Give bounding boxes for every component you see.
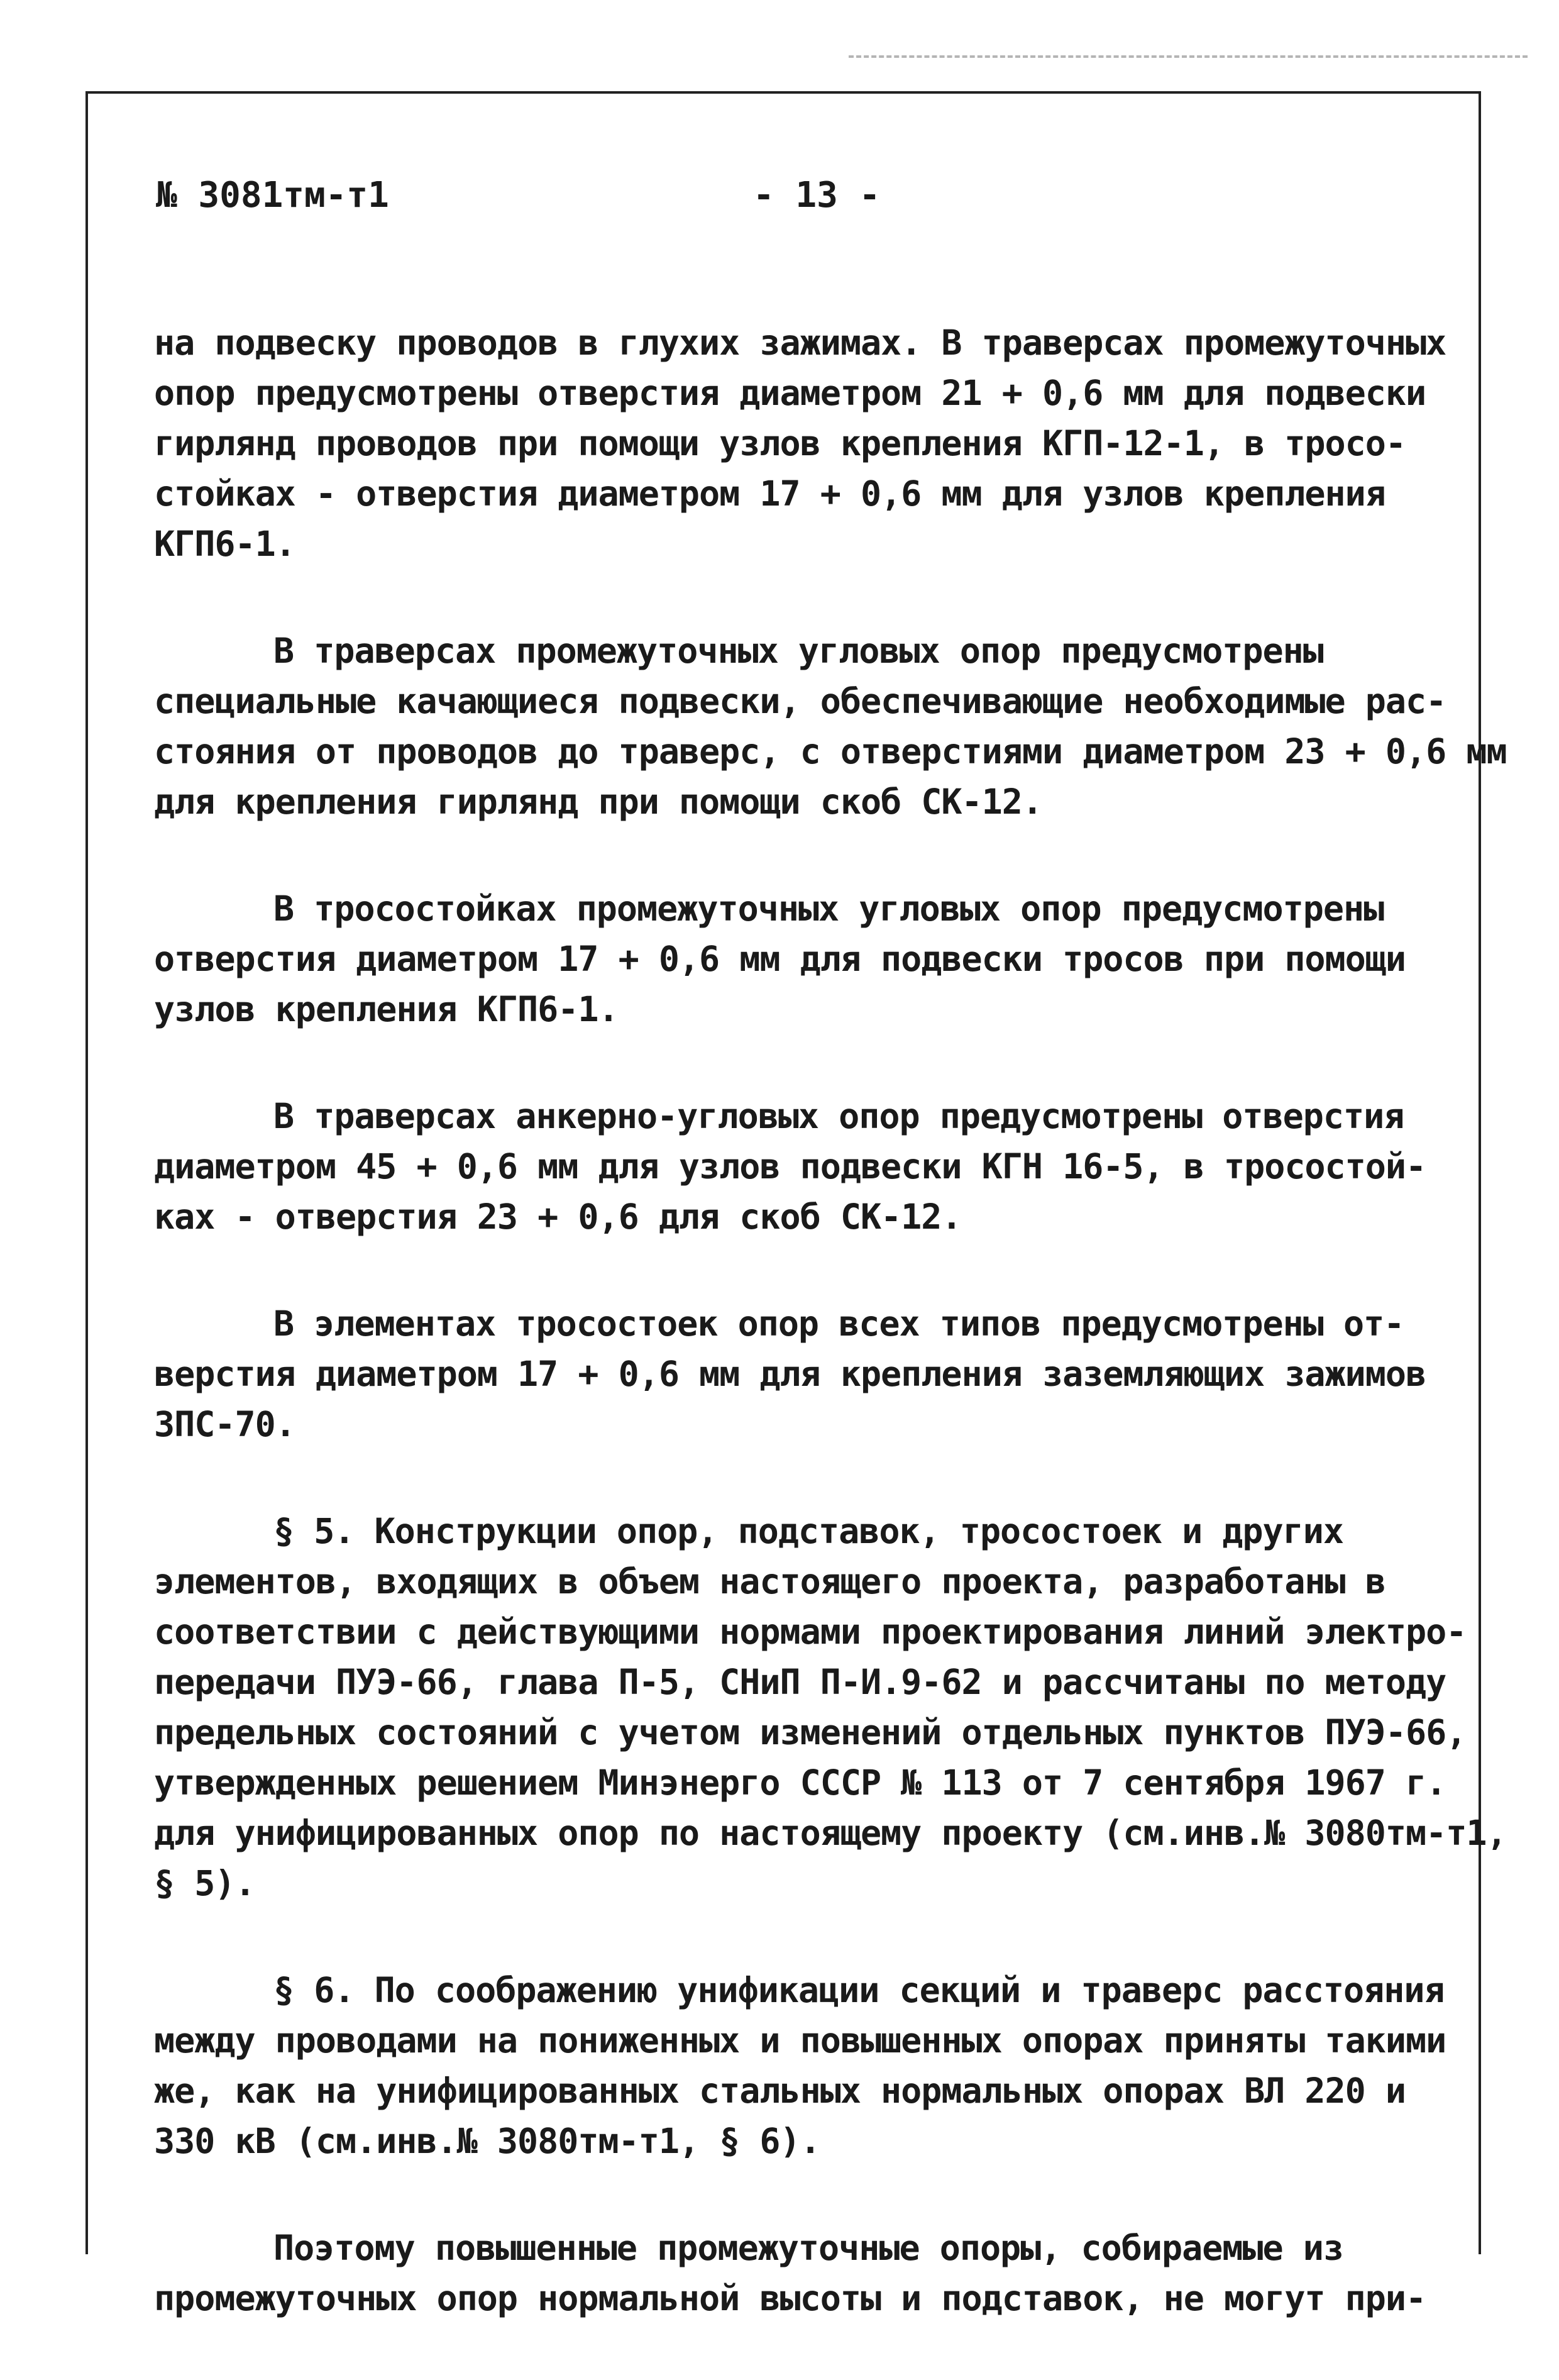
paragraph bbox=[154, 1965, 1462, 2166]
text-line: промежуточных опор нормальной высоты и подставок, не могут при- bbox=[154, 2278, 1426, 2318]
text-line: ках - отверстия 23 + 0,6 для скоб СК-12. bbox=[154, 1197, 962, 1237]
document-body bbox=[154, 318, 1507, 2380]
text-line: Поэтому повышенные промежуточные опоры, собираемые из bbox=[273, 2228, 1343, 2268]
text-line: В траверсах промежуточных угловых опор предусмотрены bbox=[273, 631, 1323, 671]
text-line: же, как на унифицированных стальных нормальных опорах ВЛ 220 и bbox=[154, 2071, 1406, 2111]
page-number: - 13 - bbox=[753, 175, 881, 216]
text-line: передачи ПУЭ-66, глава П-5, СНиП П-И.9-62 и рассчитаны по методу bbox=[154, 1662, 1446, 1702]
paragraph bbox=[154, 2223, 1462, 2323]
text-line: ЗПС-70. bbox=[154, 1404, 295, 1444]
scan-artifact-dashes bbox=[849, 55, 1528, 58]
text-line: § 5). bbox=[154, 1863, 255, 1903]
text-line: утвержденных решением Минэнерго СССР № 113 от 7 сентября 1967 г. bbox=[154, 1763, 1446, 1803]
page-frame-top bbox=[85, 91, 1481, 94]
paragraph bbox=[154, 1506, 1507, 1908]
paragraph bbox=[154, 626, 1507, 827]
document-number: № 3081тм-т1 bbox=[156, 175, 389, 216]
paragraph bbox=[154, 1298, 1462, 1449]
text-line: стояния от проводов до траверс, с отверстиями диаметром 23 + 0,6 мм bbox=[154, 731, 1507, 772]
text-line: гирлянд проводов при помощи узлов крепления КГП-12-1, в тросо- bbox=[154, 423, 1406, 463]
text-line: опор предусмотрены отверстия диаметром 21 + 0,6 мм для подвески bbox=[154, 373, 1426, 413]
text-line: элементов, входящих в объем настоящего проекта, разработаны в bbox=[154, 1561, 1385, 1602]
text-line: § 5. Конструкции опор, подставок, тросостоек и других bbox=[273, 1511, 1343, 1551]
page-frame-right bbox=[1479, 91, 1481, 2254]
text-line: соответствии с действующими нормами проектирования линий электро- bbox=[154, 1612, 1467, 1652]
paragraph bbox=[154, 1091, 1462, 1242]
text-line: диаметром 45 + 0,6 мм для узлов подвески КГН 16-5, в тросостой- bbox=[154, 1146, 1426, 1187]
text-line: предельных состояний с учетом изменений отдельных пунктов ПУЭ-66, bbox=[154, 1712, 1467, 1752]
text-line: В элементах тросостоек опор всех типов предусмотрены от- bbox=[273, 1303, 1404, 1344]
text-line: стойках - отверстия диаметром 17 + 0,6 мм для узлов крепления bbox=[154, 473, 1385, 514]
text-line: отверстия диаметром 17 + 0,6 мм для подвески тросов при помощи bbox=[154, 939, 1406, 979]
text-line: между проводами на пониженных и повышенных опорах приняты такими bbox=[154, 2020, 1446, 2061]
text-line: КГП6-1. bbox=[154, 524, 295, 564]
text-line: В тросостойках промежуточных угловых опор предусмотрены bbox=[273, 888, 1384, 929]
page-frame-left bbox=[85, 91, 88, 2254]
text-line: для крепления гирлянд при помощи скоб СК-12. bbox=[154, 782, 1042, 822]
text-line: § 6. По соображению унификации секций и траверс расстояния bbox=[273, 1970, 1445, 2010]
text-line: на подвеску проводов в глухих зажимах. В траверсах промежуточных bbox=[154, 323, 1446, 363]
paragraph bbox=[154, 318, 1462, 569]
paragraph bbox=[154, 883, 1462, 1034]
text-line: верстия диаметром 17 + 0,6 мм для крепления заземляющих зажимов bbox=[154, 1354, 1426, 1394]
page-header bbox=[156, 175, 1413, 225]
text-line: В траверсах анкерно-угловых опор предусмотрены отверстия bbox=[273, 1096, 1404, 1136]
text-line: для унифицированных опор по настоящему проекту (см.инв.№ 3080тм-т1, bbox=[154, 1813, 1507, 1853]
text-line: 330 кВ (см.инв.№ 3080тм-т1, § 6). bbox=[154, 2121, 820, 2161]
text-line: специальные качающиеся подвески, обеспечивающие необходимые рас- bbox=[154, 681, 1446, 721]
text-line: узлов крепления КГП6-1. bbox=[154, 989, 619, 1029]
